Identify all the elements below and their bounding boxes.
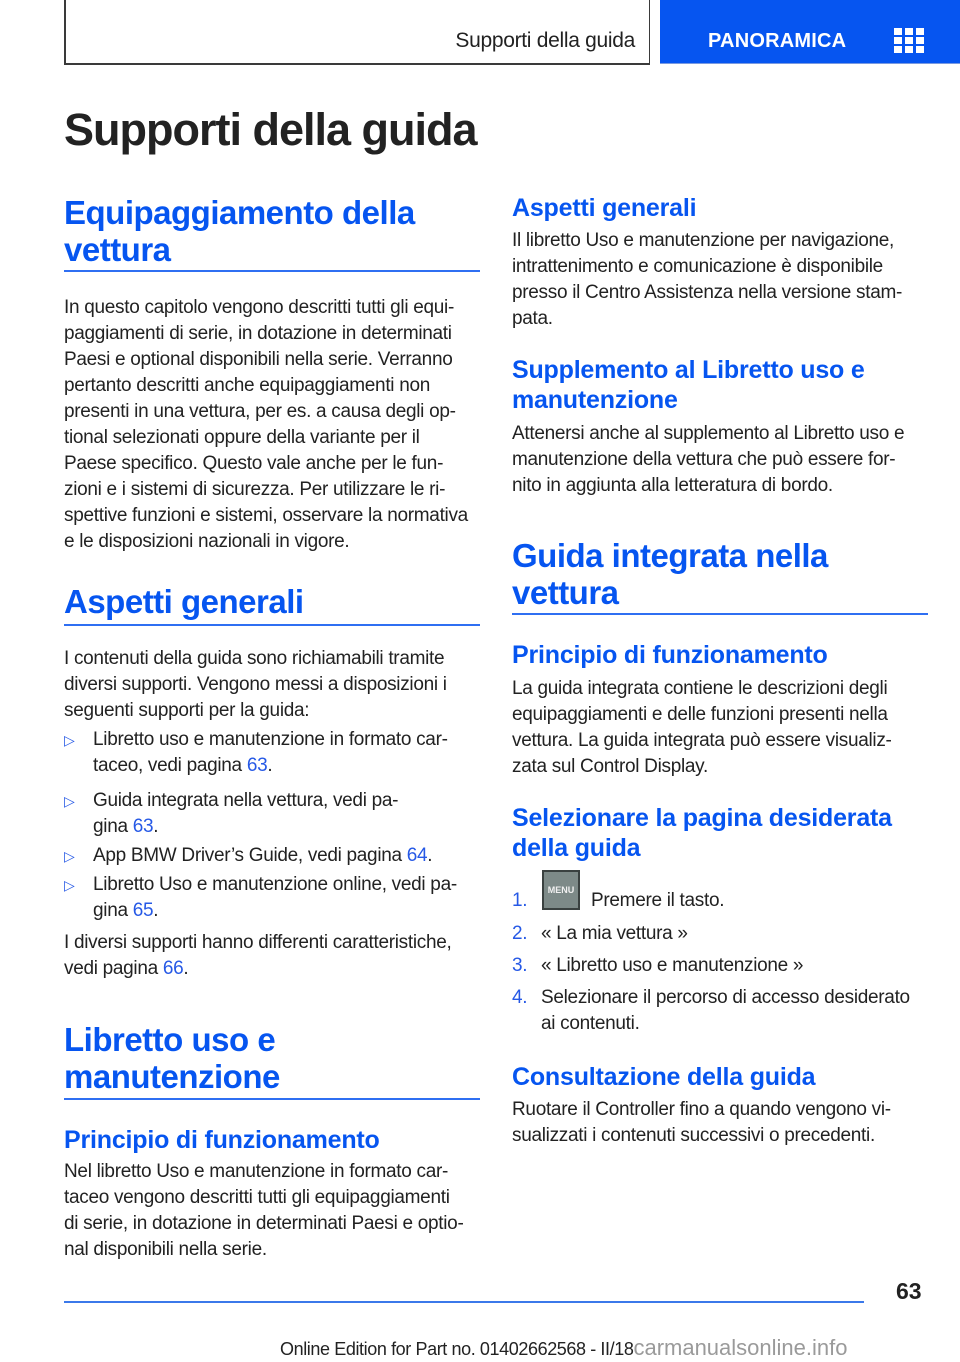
heading-equipaggiamento — [64, 194, 415, 268]
text-line: taceo vengono descritti tutti gli equipaggiamenti — [64, 1187, 450, 1208]
supplemento-paragraph — [512, 421, 942, 499]
heading-line: della guida — [512, 834, 641, 862]
grid-icon — [894, 28, 924, 54]
step-number: 1. — [512, 890, 528, 911]
text-line: manutenzione della vettura che può essere for- — [512, 449, 896, 470]
text-line: vettura. La guida integrata può essere visualiz- — [512, 730, 892, 751]
text-line: zata sul Control Display. — [512, 756, 708, 777]
step-text: Selezionare il percorso di accesso desiderato — [541, 987, 910, 1008]
heading-consultazione: Consultazione della guida — [512, 1063, 816, 1091]
text-line: presenti in una vettura, per es. a causa degli op- — [64, 401, 456, 422]
text-line: spettive funzioni e sistemi, osservare la normativa — [64, 505, 468, 526]
list-item — [64, 788, 484, 840]
step-text: ai contenuti. — [541, 1013, 640, 1034]
text-line: Attenersi anche al supplemento al Libretto uso e — [512, 423, 905, 444]
text-line: seguenti supporti per la guida: — [64, 700, 310, 721]
triangle-bullet-icon: ▷ — [64, 793, 75, 809]
libretto-paragraph — [64, 1159, 484, 1263]
aspetti-paragraph — [64, 646, 484, 724]
text-punct: . — [183, 958, 189, 979]
text-line: Libretto Uso e manutenzione online, vedi pa- — [93, 874, 457, 895]
text-line: gina — [93, 816, 133, 837]
text-line: La guida integrata contiene le descrizioni degli — [512, 678, 888, 699]
page-link-65[interactable]: 65 — [132, 900, 154, 921]
text-punct: . — [153, 816, 159, 837]
step-item — [512, 953, 942, 979]
text-line: Libretto uso e manutenzione in formato car- — [93, 729, 448, 750]
section-divider — [64, 1098, 480, 1100]
heading-selezionare — [512, 803, 892, 863]
panoramica-tab[interactable] — [660, 0, 960, 64]
text-line: gina — [93, 900, 133, 921]
text-line: I contenuti della guida sono richiamabili tramite — [64, 648, 445, 669]
equipaggiamento-paragraph — [64, 295, 484, 555]
heading-line: vettura — [64, 231, 171, 268]
text-line: I diversi supporti hanno differenti caratteristiche, — [64, 932, 452, 953]
text-line: intrattenimento e comunicazione è disponibile — [512, 256, 883, 277]
edition-text: Online Edition for Part no. 01402662568 - II/18 — [280, 1339, 634, 1359]
heading-line: Selezionare la pagina desiderata — [512, 804, 892, 832]
text-line: taceo, vedi pagina — [93, 755, 247, 776]
text-line: e le disposizioni nazionali in vigore. — [64, 531, 350, 552]
text-line: presso il Centro Assistenza nella versione stam- — [512, 282, 903, 303]
heading-supplemento — [512, 355, 865, 415]
heading-line: Supplemento al Libretto uso e — [512, 356, 865, 384]
step-text: « La mia vettura » — [541, 923, 688, 944]
triangle-bullet-icon: ▷ — [64, 732, 75, 748]
step-number: 4. — [512, 987, 528, 1008]
step-text: Premere il tasto. — [591, 890, 725, 911]
heading-line: Libretto uso e — [64, 1021, 276, 1058]
page-link-64[interactable]: 64 — [406, 845, 428, 866]
text-line: equipaggiamenti e delle funzioni presenti nella — [512, 704, 888, 725]
page-title: Supporti della guida — [64, 104, 477, 155]
text-line: nal disponibili nella serie. — [64, 1239, 267, 1260]
text-line: Paesi e optional disponibili nella serie. Verranno — [64, 349, 453, 370]
header-section-box — [64, 0, 650, 65]
header-section-title: Supporti della guida — [455, 29, 635, 52]
list-item — [64, 843, 484, 869]
heading-line: vettura — [512, 574, 619, 611]
text-line: App BMW Driver’s Guide, vedi pagina — [93, 845, 407, 866]
text-line: Ruotare il Controller fino a quando vengono vi- — [512, 1099, 891, 1120]
heading-aspetti-generali-right: Aspetti generali — [512, 194, 697, 222]
text-line: sualizzati i contenuti successivi o precedenti. — [512, 1125, 875, 1146]
heading-line: manutenzione — [512, 386, 678, 414]
text-line: zioni e i sistemi di sicurezza. Per utilizzare le ri- — [64, 479, 446, 500]
footer-divider — [64, 1301, 864, 1303]
text-punct: . — [427, 845, 433, 866]
aspetti-right-paragraph — [512, 228, 942, 332]
text-line: In questo capitolo vengono descritti tutti gli equi- — [64, 297, 454, 318]
text-line: tional selezionati oppure della variante per il — [64, 427, 420, 448]
guida-integrata-paragraph — [512, 676, 942, 780]
watermark: carmanualsonline.info — [633, 1335, 848, 1360]
step-number: 3. — [512, 955, 528, 976]
text-line: Paese specifico. Questo vale anche per le fun- — [64, 453, 444, 474]
page-number: 63 — [896, 1278, 922, 1304]
heading-aspetti-generali: Aspetti generali — [64, 583, 304, 620]
text-line: Guida integrata nella vettura, vedi pa- — [93, 790, 399, 811]
text-line: nito in aggiunta alla letteratura di bordo. — [512, 475, 833, 496]
heading-line: Guida integrata nella — [512, 537, 828, 574]
text-line: paggiamenti di serie, in dotazione in determinati — [64, 323, 452, 344]
page-link-63[interactable]: 63 — [246, 755, 268, 776]
consultazione-paragraph — [512, 1097, 942, 1149]
heading-guida-integrata — [512, 537, 828, 611]
text-line: pata. — [512, 308, 553, 329]
heading-line: Equipaggiamento della — [64, 194, 415, 231]
step-text: « Libretto uso e manutenzione » — [541, 955, 804, 976]
menu-button-icon: MENU — [542, 870, 580, 910]
text-line: pertanto descritti anche equipaggiamenti non — [64, 375, 431, 396]
text-punct: . — [153, 900, 159, 921]
list-item — [64, 872, 484, 924]
list-item — [64, 727, 484, 779]
triangle-bullet-icon: ▷ — [64, 877, 75, 893]
panoramica-tab-label: PANORAMICA — [708, 30, 847, 52]
step-item — [512, 985, 942, 1037]
step-number: 2. — [512, 923, 528, 944]
section-divider — [512, 613, 928, 615]
text-line: Nel libretto Uso e manutenzione in formato car- — [64, 1161, 449, 1182]
subheading-principio-right: Principio di funzionamento — [512, 641, 828, 669]
page-link-66[interactable]: 66 — [162, 958, 184, 979]
aspetti-closing-paragraph — [64, 930, 484, 982]
text-line: Il libretto Uso e manutenzione per navigazione, — [512, 230, 894, 251]
text-line: vedi pagina — [64, 958, 163, 979]
heading-libretto — [64, 1021, 280, 1095]
triangle-bullet-icon: ▷ — [64, 848, 75, 864]
page-link-63[interactable]: 63 — [132, 816, 154, 837]
subheading-principio: Principio di funzionamento — [64, 1126, 380, 1154]
heading-line: manutenzione — [64, 1058, 280, 1095]
footer-edition — [280, 1335, 847, 1361]
step-item — [512, 921, 942, 947]
text-line: diversi supporti. Vengono messi a disposizioni i — [64, 674, 447, 695]
section-divider — [64, 270, 480, 272]
section-divider — [64, 624, 480, 626]
text-punct: . — [267, 755, 273, 776]
text-line: di serie, in dotazione in determinati Paesi e optio- — [64, 1213, 464, 1234]
